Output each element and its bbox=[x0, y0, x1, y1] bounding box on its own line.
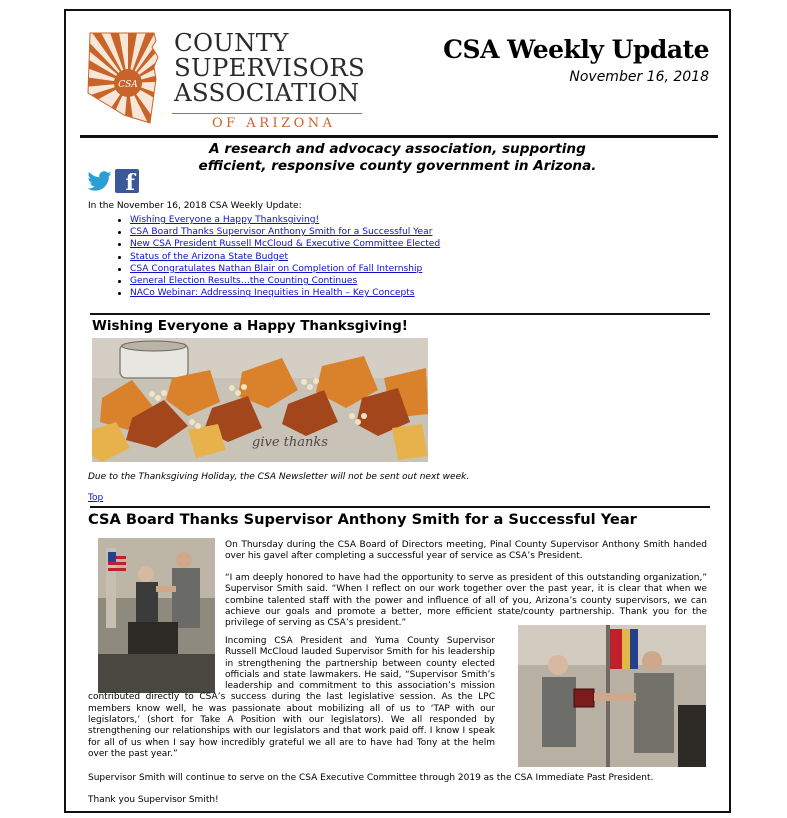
toc-link-naco-webinar[interactable]: NACo Webinar: Addressing Inequities in Health – Key Concepts bbox=[130, 288, 415, 299]
header-divider bbox=[80, 135, 718, 138]
toc-intro: In the November 16, 2018 CSA Weekly Update: bbox=[88, 201, 302, 211]
tagline-line-2: efficient, responsive county government in Arizona. bbox=[198, 158, 597, 174]
twitter-bird-icon[interactable] bbox=[88, 171, 112, 193]
right-photo-clearance bbox=[505, 636, 707, 772]
section-divider bbox=[90, 506, 710, 508]
logo-badge: CSA bbox=[118, 80, 138, 90]
article-paragraph-5: Thank you Supervisor Smith! bbox=[88, 795, 219, 805]
toc-item bbox=[118, 263, 440, 275]
toc-item bbox=[118, 275, 440, 287]
tagline-line-1: A research and advocacy association, supporting bbox=[209, 141, 586, 157]
section-divider bbox=[90, 313, 710, 315]
logo-divider bbox=[172, 113, 362, 114]
logo-line-association: ASSOCIATION bbox=[174, 78, 360, 107]
toc-link-board-thanks[interactable]: CSA Board Thanks Supervisor Anthony Smith for a Successful Year bbox=[130, 227, 433, 238]
newsletter-header bbox=[66, 11, 729, 139]
article-paragraph-1: On Thursday during the CSA Board of Directors meeting, Pinal County Supervisor Anthony Smith handed over his gavel after completing a successful year of service as CSA’s President. bbox=[225, 540, 707, 562]
toc-item bbox=[118, 238, 440, 250]
article-paragraph-4: Supervisor Smith will continue to serve on the CSA Executive Committee through 2019 as the CSA Immediate Past President. bbox=[88, 773, 654, 783]
newsletter-frame bbox=[64, 9, 731, 813]
toc-link-state-budget[interactable]: Status of the Arizona State Budget bbox=[130, 251, 289, 262]
thanksgiving-caption: Due to the Thanksgiving Holiday, the CSA Newsletter will not be sent out next week. bbox=[88, 472, 470, 482]
logo-line-county: COUNTY bbox=[174, 28, 289, 57]
section-title-board-thanks: CSA Board Thanks Supervisor Anthony Smith for a Successful Year bbox=[88, 511, 637, 528]
article-paragraph-3: Incoming CSA President and Yuma County Supervisor Russell McCloud lauded Supervisor Smith for his leadership in strengthening the partnership between county elected officials and state lawmakers. He said, “Supervisor Smith’s leadership and commitment to this association’s mission contributed directly to CSA’s success during the last legislative session. As the LPC members know well, he was passionate about mobilizing all of us to ‘TAP with our legislators,’ (short for Take A Position with our legislators). We all responded by strengthening our relationships with our legislators and that work paid off. I know I speak for all of us when I say how incredibly grateful we all are to have had Tony at the helm over the past year.” bbox=[88, 636, 495, 759]
top-link[interactable]: Top bbox=[88, 493, 104, 503]
newsletter-date: November 16, 2018 bbox=[569, 69, 709, 85]
toc-link-thanksgiving[interactable]: Wishing Everyone a Happy Thanksgiving! bbox=[130, 215, 320, 225]
toc-link-internship[interactable]: CSA Congratulates Nathan Blair on Completion of Fall Internship bbox=[130, 263, 423, 274]
logo-subtitle: OF ARIZONA bbox=[212, 116, 336, 131]
toc-item bbox=[118, 214, 440, 226]
article-wrap-region bbox=[88, 636, 707, 772]
table-of-contents bbox=[118, 214, 440, 299]
left-photo-clearance bbox=[88, 636, 225, 692]
toc-item bbox=[118, 251, 440, 263]
autumn-leaves-image bbox=[92, 338, 428, 462]
thanksgiving-image bbox=[92, 338, 428, 462]
toc-link-new-president[interactable]: New CSA President Russell McCloud & Executive Committee Elected bbox=[130, 239, 441, 250]
facebook-f-icon[interactable]: f bbox=[115, 169, 139, 193]
give-thanks-text: give thanks bbox=[252, 435, 328, 450]
toc-link-election[interactable]: General Election Results…the Counting Continues bbox=[130, 276, 358, 287]
arizona-sunburst-icon bbox=[84, 27, 174, 127]
newsletter-title: CSA Weekly Update bbox=[443, 35, 709, 64]
toc-item bbox=[118, 287, 440, 299]
article-paragraph-2: “I am deeply honored to have had the opportunity to serve as president of this outstanding organization,” Supervisor Smith said. “When I reflect on our work together over the past year, it is clear that when we combine talented staff with the power and influence of all of you, Arizona’s county supervisors, we can achieve our goals and promote a better, more efficient state/county partnership. Thank you for the privilege of serving as CSA’s president.” bbox=[225, 573, 707, 629]
logo-line-supervisors: SUPERVISORS bbox=[174, 53, 366, 82]
tagline bbox=[66, 141, 729, 175]
section-title-thanksgiving: Wishing Everyone a Happy Thanksgiving! bbox=[92, 318, 408, 334]
toc-item bbox=[118, 226, 440, 238]
csa-logo[interactable] bbox=[84, 25, 369, 133]
